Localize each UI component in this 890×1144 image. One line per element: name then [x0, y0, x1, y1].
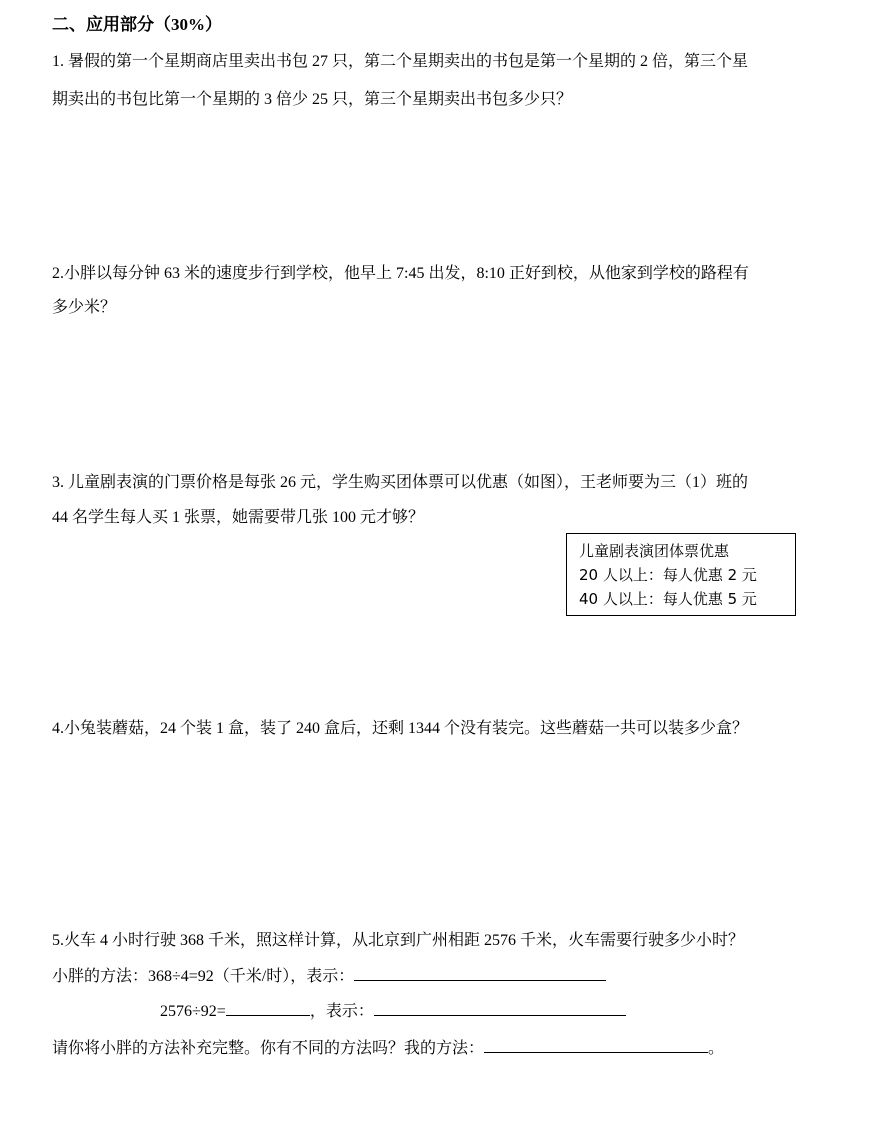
answer-blank-meaning-2[interactable] [374, 999, 626, 1016]
discount-rule-40: 40 人以上：每人优惠 5 元 [579, 590, 757, 608]
section-title: 二、应用部分（30%） [52, 15, 222, 34]
question-5-line-1: 5.火车 4 小时行驶 368 千米，照这样计算，从北京到广州相距 2576 千米，火车需要行驶多少小时？ [52, 932, 745, 949]
group-ticket-discount-box [566, 533, 796, 616]
division-step-line [160, 999, 626, 1024]
my-method-prompt: 请你将小胖的方法补充完整。你有不同的方法吗？我的方法： [52, 1040, 485, 1057]
discount-rule-20: 20 人以上：每人优惠 2 元 [579, 566, 757, 584]
question-3-line-2: 44 名学生每人买 1 张票，她需要带几张 100 元才够？ [52, 509, 425, 526]
discount-box-title: 儿童剧表演团体票优惠 [579, 542, 730, 560]
question-3-line-1: 3. 儿童剧表演的门票价格是每张 26 元，学生购买团体票可以优惠（如图），王老师要为三（1）班的 [52, 474, 749, 491]
answer-blank-quotient[interactable] [226, 999, 310, 1016]
question-1-line-1: 1. 暑假的第一个星期商店里卖出书包 27 只，第二个星期卖出的书包是第一个星期的 2 倍，第三个星 [52, 53, 749, 70]
question-2-line-1: 2.小胖以每分钟 63 米的速度步行到学校，他早上 7:45 出发，8:10 正好到校，从他家到学校的路程有 [52, 265, 749, 282]
division-expression: 2576÷92= [160, 1003, 226, 1020]
question-1-line-2: 期卖出的书包比第一个星期的 3 倍少 25 只，第三个星期卖出书包多少只？ [52, 91, 573, 108]
answer-blank-meaning-1[interactable] [354, 964, 606, 981]
sentence-end-mark: 。 [708, 1040, 725, 1057]
division-meaning-label: ，表示： [309, 1003, 374, 1020]
xiaopang-method-line [52, 964, 606, 989]
my-method-line [52, 1036, 724, 1061]
question-4-line-1: 4.小兔装蘑菇，24 个装 1 盒，装了 240 盒后，还剩 1344 个没有装完。这些蘑菇一共可以装多少盒？ [52, 720, 749, 737]
xiaopang-method-label: 小胖的方法：368÷4=92（千米/时），表示： [52, 968, 355, 985]
answer-blank-my-method[interactable] [484, 1036, 708, 1053]
question-2-line-2: 多少米？ [52, 299, 117, 316]
